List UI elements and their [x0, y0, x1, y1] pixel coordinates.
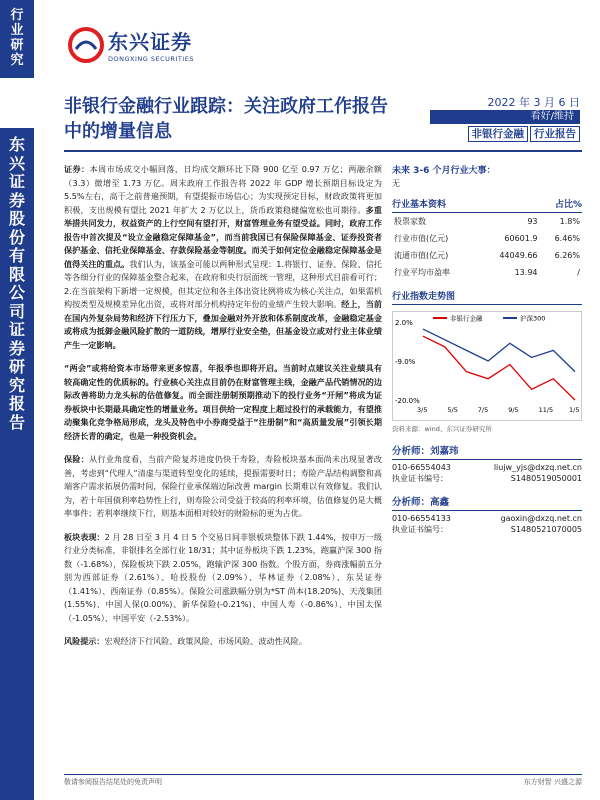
right-column: [392, 163, 582, 535]
tick-label: 5/5: [447, 406, 458, 414]
rating-badge: 看好/维持: [430, 110, 580, 124]
table-cell: 6.46%: [554, 234, 580, 243]
table-cell: 60601.9: [504, 234, 538, 243]
legend-label: 非银行金融: [450, 314, 483, 323]
trend-chart: [392, 311, 582, 421]
tick-label: 2.0%: [395, 319, 413, 327]
risk-paragraph: 风险提示：宏观经济下行风险、政策风险、市场风险、波动性风险。: [64, 636, 307, 646]
divider: [64, 150, 582, 152]
table-cell: /: [577, 268, 580, 277]
series-line: [423, 336, 575, 400]
tick-label: -9.0%: [395, 358, 416, 366]
logo-en: DONGXING SECURITIES: [108, 55, 194, 63]
events-title: 未来 3-6 个月行业大事：: [392, 166, 496, 176]
table-cell: 6.26%: [554, 251, 580, 260]
performance-paragraph: 板块表现：2 月 28 日至 3 月 4 日 5 个交易日间非银板块整体下跌 1.44%，按申万一级行业分类标准，非银排名全部行业 18/31；其中证券板块下跌 1.23%，跑赢沪深 300 指数（-1.68%），保险板块下跌 2.05%，跑输沪深 300 指数。个股方面，券商涨幅前五分别为西部证券（2.61%）、哈投股份（2.09%）、华林证券（2.08%）、东吴证券（1.41%）、西南证券（0.85%）。保险公司涨跌幅分别为*ST 尚本(18.20%)、天茂集团(1.55%)、中国人保(0.00%)、新华保险(-0.21%)、中国人寿（-0.86%）、中国太保（-1.05%）、中国平安（-2.53%）。: [64, 531, 382, 623]
sector-tag: 行业报告: [530, 126, 580, 142]
tick-label: 9/5: [508, 406, 519, 414]
table-cell: 13.94: [514, 268, 538, 277]
sidebar-top: 行业研究: [0, 0, 34, 78]
table-cell: 流通市值(亿元): [394, 251, 449, 260]
logo-cn: 东兴证券: [108, 30, 192, 54]
trend-title: 行业指数走势图: [392, 289, 582, 305]
legend-label: 沪深300: [520, 314, 546, 323]
table-row: [392, 213, 582, 230]
table-row: [392, 264, 582, 281]
insurance-paragraph: 保险：从行业角度看，当前产险复苏进度仍快于寿险，寿险板块基本面尚未出现显著改善，考虑到“代理人”清虚与渠道转型变化的延续，提振需要时日；寿险产品结构调整和高端客户需求拓展仍需时间，保险行业承保端边际改善 margin 长期难以有效修复。我们认为，若十年国债利率趋势性上行，则寿险公司受益于较高的利率环境，估值修复仍是大概率事件；若利率继续下行，则基本面相对较好的财险标的更为占优。: [64, 454, 382, 518]
table-cell: 股票家数: [394, 217, 426, 226]
outlook-paragraph: “两会”或将给资本市场带来更多惊喜，年报季也即将开启。当前时点建议关注业绩具有较高确定性的优质标的。行业核心关注点目前仍在财富管理主线，金融产品代销情况的边际改善将助力龙头标的估值修复。而全面注册制预期推动下的投行业务“开闸”将成为证券板块中长期最具确定性的增量业务。项目供给一定程度上超过投行的承载能力，有望推动聚集化竞争格局形成，龙头及特色中小券商受益于“注册制”和“高质量发展”引领长期经济长青的确定，也是一种投资机会。: [64, 363, 382, 441]
table-cell: 44049.66: [499, 251, 538, 260]
table-cell: 1.8%: [559, 217, 580, 226]
table-cell: 行业市值(亿元): [394, 234, 449, 243]
table-row: [392, 247, 582, 264]
tick-label: 11/5: [538, 406, 554, 414]
tick-label: 3/5: [417, 406, 428, 414]
tick-label: -20.0%: [395, 397, 420, 405]
tick-label: 7/5: [477, 406, 489, 414]
footer: 敬请参阅报告结尾处的免责声明 东方财智 兴盛之源: [64, 774, 582, 787]
analyst-1: 分析师：刘嘉玮 010-66554043 liujw_yjs@dxzq.net.cn 执业证书编号： S1480519050001: [392, 443, 582, 484]
trend-chart-svg: [393, 312, 581, 420]
logo-icon: [68, 27, 104, 63]
report-date: 2022 年 3 月 6 日: [430, 94, 580, 114]
basic-table: [392, 213, 582, 281]
main-body: [64, 163, 382, 659]
sidebar: [0, 0, 34, 800]
table-row: [392, 230, 582, 247]
events-value: 无: [392, 179, 400, 188]
basic-title: 行业基本资料 占比%: [392, 197, 582, 213]
series-line: [423, 329, 575, 372]
chart-source: 资料来源：wind、东兴证券研究所: [392, 425, 492, 433]
sidebar-bottom: 东兴证券股份有限公司证券研究报告: [0, 128, 34, 800]
table-cell: 行业平均市盈率: [394, 268, 450, 277]
sector-tag: 非银行金融: [468, 126, 529, 142]
sector-tags: [430, 126, 580, 141]
table-cell: 93: [527, 217, 538, 226]
page-title: 非银行金融行业跟踪：关注政府工作报告中的增量信息: [64, 96, 388, 142]
tick-label: 1/5: [569, 406, 580, 414]
analyst-2: 分析师：高鑫 010-66554133 gaoxin@dxzq.net.cn 执业证书编号： S1480521070005: [392, 494, 582, 535]
company-logo: [68, 26, 194, 63]
securities-paragraph: 证券：本周市场成交小幅回落，日均成交额环比下降 900 亿至 0.97 万亿；两融余额（3.3）微增至 1.73 万亿。周末政府工作报告将 2022 年 GDP 增长预期目标设定为 5.5%左右，高于之前普遍预期，有望提振市场信心；为实现预定目标，财政政策将更加积极，支出规模有望比 2021 年扩大 2 万亿以上，货币政策稳健偏宽松也可期待。多重举措共同发力，权益资产的上行空间有望打开，财富管理业务有望受益。同时，政府工作报告中首次提及“设立金融稳定保障基金”，而当前我国已有保险保障基金、证券投资者保护基金、信托业保障基金、存款保险基金等制度。而关于如何定位金融稳定保障基金是值得关注的重点。我们认为，该基金可能以两种形式呈现：1.将银行、证券、保险、信托等各细分行业的保障基金整合起来，在政府和央行层面统一管理，这种形式目前看可行；2.在当前架构下新增一定规模，但其定位和各主体出资比例将成为核心关注点，如果需机构按类型及规模差异化出资，或将对部分机构持定年份的业绩产生较大影响。经上，当前在国内外复杂局势和经济下行压力下，叠加金融对外开放和体系制度改革，金融稳定基金或将成为抵御金融风险扩散的一道防线，增厚行业安全垫，但基金设立或对行业主体业绩产生一定影响。: [64, 164, 382, 350]
